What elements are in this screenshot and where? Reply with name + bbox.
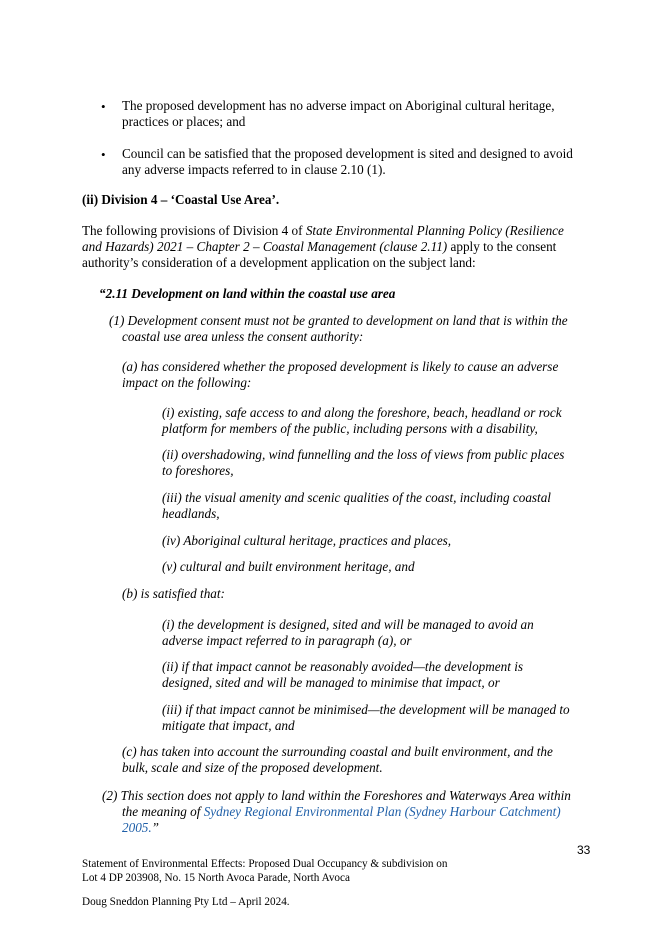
item-a-i-line-2: platform for members of the public, including persons with a disability, [162,421,538,436]
para-c-line-1: (c) has taken into account the surrounding coastal and built environment, and the [122,744,553,759]
subclause-1-line-1: (1) Development consent must not be granted to development on land that is within the [109,313,568,328]
intro-policy-title: State Environmental Planning Policy (Resilience [305,223,564,238]
item-a-v: (v) cultural and built environment heritage, and [162,559,415,574]
intro-policy-title-cont: and Hazards) 2021 – Chapter 2 – Coastal Management (clause 2.11) [82,239,448,254]
footer-line-1: Statement of Environmental Effects: Proposed Dual Occupancy & subdivision on [82,858,448,870]
item-b-ii-line-2: designed, sited and will be managed to minimise that impact, or [162,675,500,690]
bullet-1-line-2: practices or places; and [122,114,246,129]
para-c-line-2: bulk, scale and size of the proposed development. [122,760,383,775]
item-a-iv: (iv) Aboriginal cultural heritage, practices and places, [162,533,452,548]
intro-line-3: authority’s consideration of a development application on the subject land: [82,255,476,270]
closing-quote: ” [151,820,160,835]
subclause-2-line-2 [122,804,561,820]
para-a-line-2: impact on the following: [122,375,252,390]
footer-line-3: Doug Sneddon Planning Pty Ltd – April 2024. [82,896,290,908]
subclause-2-text: the meaning of [122,804,204,819]
item-a-ii-line-1: (ii) overshadowing, wind funnelling and the loss of views from public places [162,447,565,462]
intro-text: The following provisions of Division 4 of [82,223,306,238]
sydney-harbour-plan-link[interactable]: Sydney Regional Environmental Plan (Sydney Harbour Catchment) [203,804,561,819]
intro-line-1 [82,223,564,239]
bullet-marker: • [101,99,106,114]
item-a-iii-line-1: (iii) the visual amenity and scenic qualities of the coast, including coastal [162,490,551,505]
bullet-2-line-2: any adverse impacts referred to in clause 2.10 (1). [122,162,386,177]
item-b-i-line-1: (i) the development is designed, sited and will be managed to avoid an [162,617,534,632]
para-b: (b) is satisfied that: [122,586,225,601]
item-b-ii-line-1: (ii) if that impact cannot be reasonably avoided—the development is [162,659,523,674]
bullet-marker: • [101,147,106,162]
subclause-2-line-1: (2) This section does not apply to land within the Foreshores and Waterways Area within [102,788,571,803]
item-b-iii-line-2: mitigate that impact, and [162,718,295,733]
item-a-i-line-1: (i) existing, safe access to and along the foreshore, beach, headland or rock [162,405,562,420]
item-a-ii-line-2: to foreshores, [162,463,234,478]
intro-text-cont: apply to the consent [447,239,557,254]
item-a-iii-line-2: headlands, [162,506,220,521]
item-b-iii-line-1: (iii) if that impact cannot be minimised—the development will be managed to [162,702,570,717]
bullet-1-line-1: The proposed development has no adverse impact on Aboriginal cultural heritage, [122,98,555,113]
clause-heading: “2.11 Development on land within the coastal use area [99,286,396,301]
intro-line-2 [82,239,556,255]
division-heading: (ii) Division 4 – ‘Coastal Use Area’. [82,192,280,207]
subclause-2-line-3 [122,820,159,836]
item-b-i-line-2: adverse impact referred to in paragraph (a), or [162,633,412,648]
sydney-harbour-plan-link-year[interactable]: 2005. [122,820,152,835]
page-number: 33 [577,843,591,857]
bullet-2-line-1: Council can be satisfied that the proposed development is sited and designed to avoid [122,146,573,161]
para-a-line-1: (a) has considered whether the proposed development is likely to cause an adverse [122,359,559,374]
subclause-1-line-2: coastal use area unless the consent authority: [122,329,364,344]
footer-line-2: Lot 4 DP 203908, No. 15 North Avoca Parade, North Avoca [82,872,350,884]
